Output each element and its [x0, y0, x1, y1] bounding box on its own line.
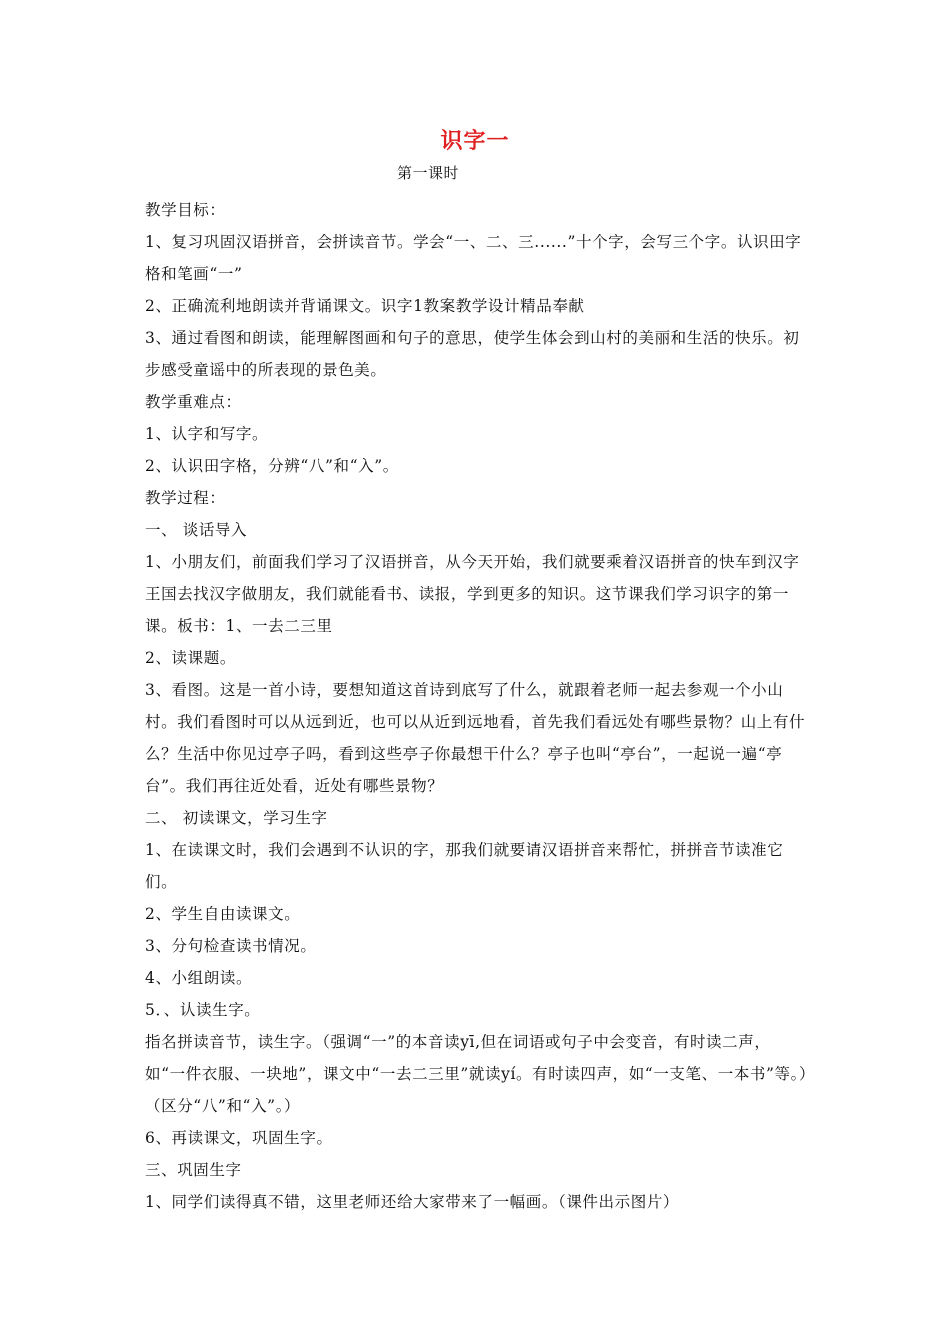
paragraph: 二、 初读课文，学习生字	[145, 809, 328, 827]
paragraph: 5．、认读生字。	[145, 1001, 261, 1019]
paragraph: 2、读课题。	[145, 649, 236, 667]
paragraph: 2、正确流利地朗读并背诵课文。识字1教案教学设计精品奉献	[145, 297, 585, 315]
document-body	[145, 194, 810, 1218]
paragraph: 1、认字和写字。	[145, 425, 269, 443]
paragraph: 教学过程：	[145, 489, 226, 507]
paragraph: 教学重难点：	[145, 393, 242, 411]
paragraph: 一、 谈话导入	[145, 521, 248, 539]
paragraph: 6、再读课文，巩固生字。	[145, 1129, 333, 1147]
paragraph: 1、复习巩固汉语拼音，会拼读音节。学会“一、二、三......”十个字，会写三个字。认识田字格和笔画“一”	[145, 233, 802, 283]
paragraph: 4、小组朗读。	[145, 969, 253, 987]
paragraph: 1、在读课文时，我们会遇到不认识的字，那我们就要请汉语拼音来帮忙，拼拼音节读准它们。	[145, 841, 784, 891]
paragraph: 3、通过看图和朗读，能理解图画和句子的意思，使学生体会到山村的美丽和生活的快乐。初步感受童谣中的所表现的景色美。	[145, 329, 800, 379]
paragraph: 1、同学们读得真不错，这里老师还给大家带来了一幅画。（课件出示图片）	[145, 1193, 680, 1211]
document-title: 识字一	[440, 129, 510, 154]
paragraph: 教学目标：	[145, 201, 226, 219]
paragraph: 2、学生自由读课文。	[145, 905, 301, 923]
paragraph: 3、看图。这是一首小诗，要想知道这首诗到底写了什么，就跟着老师一起去参观一个小山村。我们看图时可以从远到近，也可以从近到远地看，首先我们看远处有哪些景物？山上有什么？生活中你见过亭子吗，看到这些亭子你最想干什么？亭子也叫“亭台”，一起说一遍“亭台”。我们再往近处看，近处有哪些景物？	[145, 681, 806, 795]
document-subtitle: 第一课时	[397, 164, 460, 182]
paragraph: 三、巩固生字	[145, 1161, 242, 1179]
paragraph: 3、分句检查读书情况。	[145, 937, 317, 955]
paragraph: 指名拼读音节，读生字。（强调“一”的本音读yī,但在词语或句子中会变音，有时读二声，如“一件衣服、一块地”，课文中“一去二三里”就读yí。有时读四声，如“一支笔、一本书”等。）（区分“八”和“入”。）	[145, 1033, 808, 1115]
paragraph: 1、小朋友们，前面我们学习了汉语拼音，从今天开始，我们就要乘着汉语拼音的快车到汉字王国去找汉字做朋友，我们就能看书、读报，学到更多的知识。这节课我们学习识字的第一课。板书：1、一去二三里	[145, 553, 800, 635]
paragraph: 2、认识田字格，分辨“八”和“入”。	[145, 457, 399, 475]
